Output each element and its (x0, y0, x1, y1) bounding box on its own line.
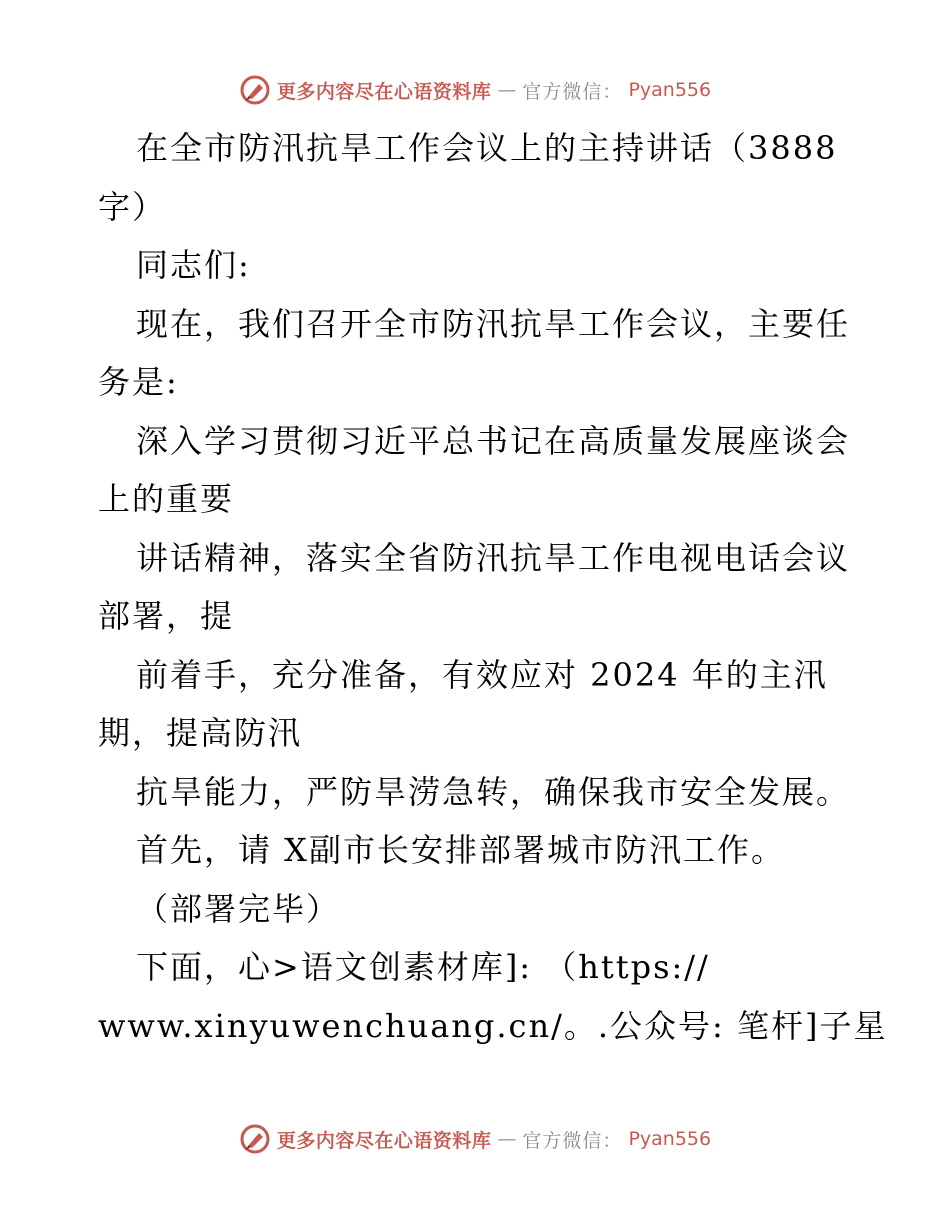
document-body (98, 119, 888, 1055)
banner-separator: — (497, 1128, 517, 1150)
banner-wechat-id: Pyan556 (628, 79, 712, 101)
paragraph: www.xinyuwenchuang.cn/。.公众号: 笔杆]子星 (98, 1006, 888, 1045)
paragraph: 前着手，充分准备，有效应对 2024 年的主汛期，提高防汛 (98, 655, 828, 752)
paragraph: 深入学习贯彻习近平总书记在高质量发展座谈会上的重要 (98, 421, 851, 518)
banner-separator: — (497, 79, 517, 101)
banner-wechat-id: Pyan556 (628, 1128, 712, 1150)
paragraph: 首先，请 X副市长安排部署城市防汛工作。 (136, 831, 785, 869)
banner-main-text: 更多内容尽在心语资料库 (276, 1129, 492, 1152)
document-title: 在全市防汛抗旱工作会议上的主持讲话（3888字） (98, 129, 838, 226)
paragraph: 下面，心>语文创素材库]: （https:// (136, 948, 710, 986)
pen-nib-logo-icon (239, 74, 271, 106)
banner-official-label: 官方微信： (522, 80, 623, 103)
banner-main-text: 更多内容尽在心语资料库 (276, 80, 492, 103)
greeting: 同志们: (136, 246, 251, 284)
paragraph: 抗旱能力，严防旱涝急转，确保我市安全发展。 (136, 772, 851, 811)
header-watermark-banner (0, 72, 950, 108)
paragraph: 讲话精神，落实全省防汛抗旱工作电视电话会议部署，提 (98, 538, 851, 635)
paragraph: （部署完毕） (136, 889, 341, 928)
footer-watermark-banner (0, 1121, 950, 1157)
paragraph: 现在，我们召开全市防汛抗旱工作会议，主要任务是: (98, 304, 851, 401)
pen-nib-logo-icon (239, 1123, 271, 1155)
banner-official-label: 官方微信： (522, 1129, 623, 1152)
